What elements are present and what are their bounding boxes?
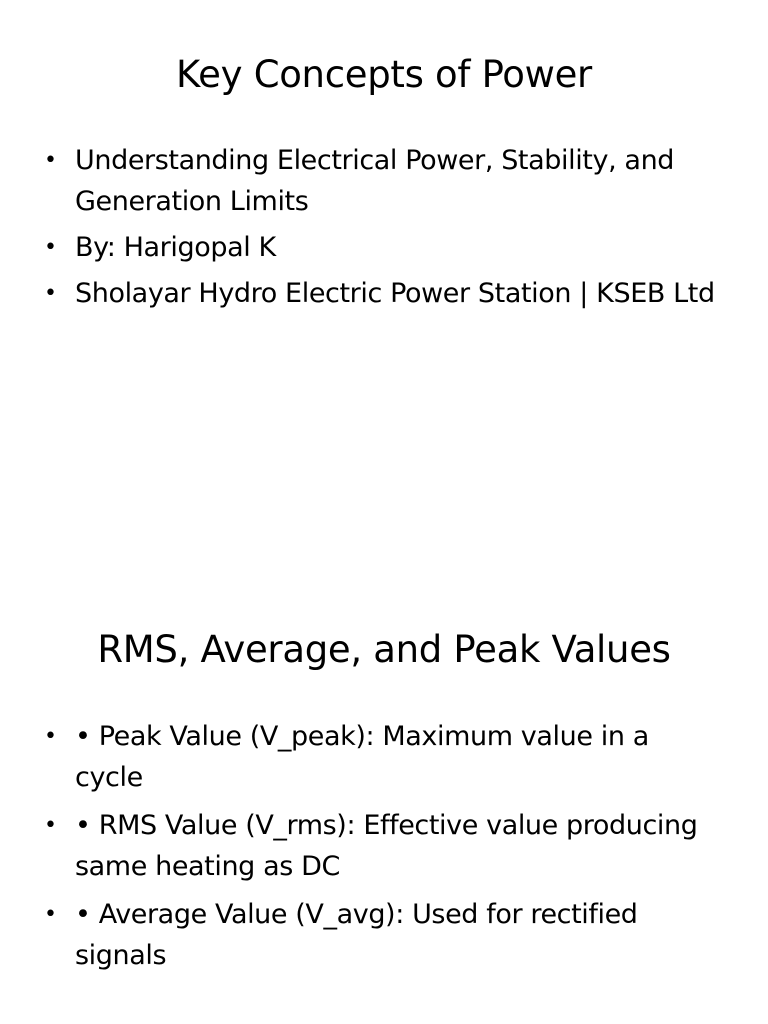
bullet-item-author [44,227,724,268]
slide-title: RMS, Average, and Peak Values [97,628,671,671]
bullet-dot-icon: • [44,235,57,260]
bullet-text: • RMS Value (V_rms): Effective value producing same heating as DC [75,810,698,882]
bullet-item-peak [44,716,724,798]
bullet-item-subtitle [44,140,724,222]
bullet-text: • Average Value (V_avg): Used for rectified signals [75,899,638,971]
bullet-text: • Peak Value (V_peak): Maximum value in a cycle [75,721,649,793]
bullet-item-rms [44,805,724,887]
slide-title: Key Concepts of Power [176,53,592,96]
bullet-item-average [44,894,724,976]
bullet-text: By: Harigopal K [75,232,276,263]
bullet-dot-icon: • [44,724,57,749]
bullet-text: Understanding Electrical Power, Stability, and Generation Limits [75,145,675,217]
bullet-item-organization [44,273,724,314]
bullet-list [44,140,724,319]
bullet-dot-icon: • [44,148,57,173]
bullet-dot-icon: • [44,281,57,306]
bullet-dot-icon: • [44,813,57,838]
bullet-list [44,716,724,983]
bullet-dot-icon: • [44,902,57,927]
slide-2 [0,576,768,1024]
bullet-text: Sholayar Hydro Electric Power Station | KSEB Ltd [75,278,715,309]
